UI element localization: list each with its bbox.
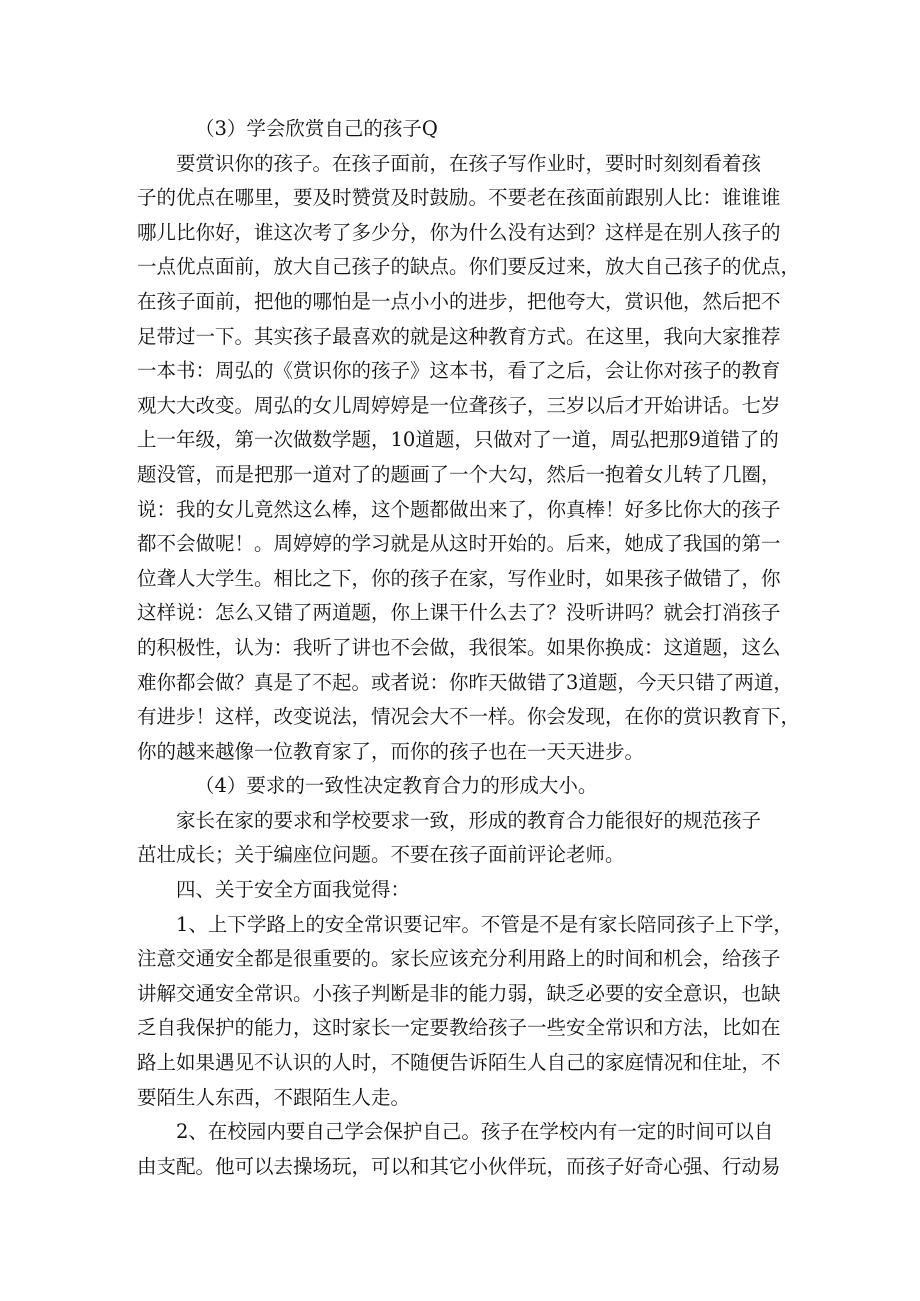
text-line: 要陌生人东西，不跟陌生人走。 (137, 1085, 411, 1109)
text-line: 你的越来越像一位教育家了，而你的孩子也在一天天进步。 (137, 739, 645, 763)
text-line: 家长在家的要求和学校要求一致，形成的教育合力能很好的规范孩子 (176, 808, 762, 832)
text-line: 茁壮成长；关于编座位问题。不要在孩子面前评论老师。 (137, 843, 625, 867)
text-line: 乏自我保护的能力，这时家长一定要教给孩子一些安全常识和方法，比如在 (137, 1016, 781, 1040)
paragraph (137, 1115, 797, 1184)
text-line: 位聋人大学生。相比之下，你的孩子在家，写作业时，如果孩子做错了，你 (137, 566, 781, 590)
text-line: 四、关于安全方面我觉得： (176, 878, 411, 902)
text-line: 说：我的女儿竟然这么棒，这个题都做出来了，你真棒！好多比你大的孩子 (137, 497, 781, 521)
paragraph (137, 908, 797, 1116)
text-line: 要赏识你的孩子。在孩子面前，在孩子写作业时，要时时刻刻看着孩 (176, 151, 762, 175)
text-line: 题没管，而是把那一道对了的题画了一个大勾，然后一抱着女儿转了几圈， (137, 462, 781, 486)
paragraph (137, 769, 797, 804)
text-line: 路上如果遇见不认识的人时，不随便告诉陌生人自己的家庭情况和住址，不 (137, 1051, 781, 1075)
text-line: 的积极性，认为：我听了讲也不会做，我很笨。如果你换成：这道题，这么 (137, 635, 781, 659)
text-line: 1、上下学路上的安全常识要记牢。不管是不是有家长陪同孩子上下学， (176, 912, 793, 936)
text-line: 在孩子面前，把他的哪怕是一点小小的进步，把他夸大，赏识他，然后把不 (137, 289, 781, 313)
text-line: 由支配。他可以去操场玩，可以和其它小伙伴玩，而孩子好奇心强、行动易 (137, 1154, 781, 1178)
text-line: 难你都会做？真是了不起。或者说：你昨天做错了3道题，今天只错了两道， (137, 670, 793, 694)
text-line: 都不会做呢！。周婷婷的学习就是从这时开始的。后来，她成了我国的第一 (137, 532, 781, 556)
text-line: 子的优点在哪里，要及时赞赏及时鼓励。不要老在孩面前跟别人比：谁谁谁 (137, 186, 781, 210)
text-line: 注意交通安全都是很重要的。家长应该充分利用路上的时间和机会，给孩子 (137, 947, 781, 971)
paragraph (137, 804, 797, 873)
paragraph (137, 112, 797, 147)
text-line: 观大大改变。周弘的女儿周婷婷是一位聋孩子，三岁以后才开始讲话。七岁 (137, 393, 781, 417)
text-line: （3）学会欣赏自己的孩子Q (195, 117, 438, 140)
text-line: 足带过一下。其实孩子最喜欢的就是这种教育方式。在这里，我向大家推荐 (137, 324, 781, 348)
text-line: 这样说：怎么又错了两道题，你上课干什么去了？没听讲吗？就会打消孩子 (137, 601, 781, 625)
paragraph (137, 147, 801, 770)
paragraph (137, 873, 797, 908)
text-line: 2、在校园内要自己学会保护自己。孩子在学校内有一定的时间可以自 (176, 1120, 774, 1144)
text-line: 讲解交通安全常识。小孩子判断是非的能力弱，缺乏必要的安全意识，也缺 (137, 981, 781, 1005)
document-body (137, 112, 801, 1184)
text-line: 哪儿比你好，谁这次考了多少分，你为什么没有达到？这样是在别人孩子的 (137, 220, 781, 244)
text-line: （4）要求的一致性决定教育合力的形成大小。 (195, 774, 598, 798)
text-line: 一点优点面前，放大自己孩子的缺点。你们要反过来，放大自己孩子的优点， (137, 255, 801, 279)
text-line: 有进步！这样，改变说法，情况会大不一样。你会发现，在你的赏识教育下， (137, 705, 801, 729)
text-line: 上一年级，第一次做数学题，10道题，只做对了一道，周弘把那9道错了的 (137, 428, 779, 452)
text-line: 一本书：周弘的《赏识你的孩子》这本书，看了之后，会让你对孩子的教育 (137, 359, 781, 383)
